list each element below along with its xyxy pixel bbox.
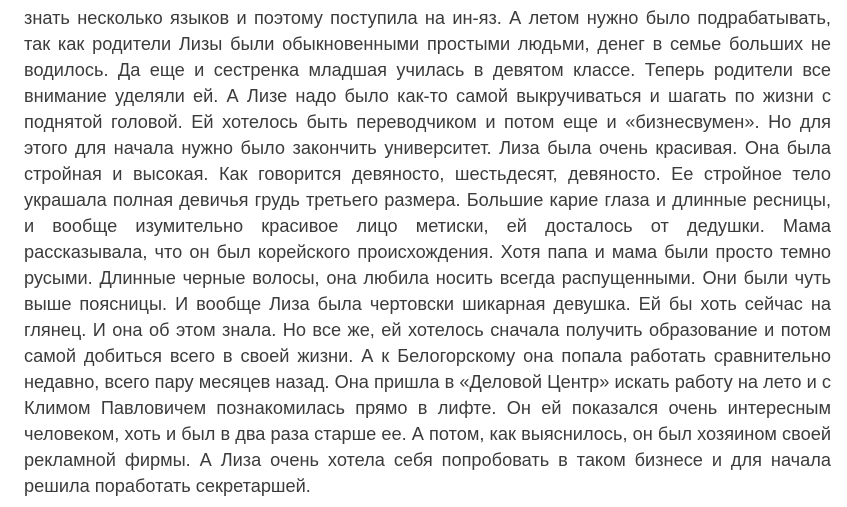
text-line: глянец. И она об этом знала. Но все же, ей хотелось сначала получить образование и потом	[24, 320, 831, 340]
text-line: человеком, хоть и был в два раза старше ее. А потом, как выяснилось, он был хозяином своей	[24, 424, 831, 444]
text-line: этого для начала нужно было закончить университет. Лиза была очень красивая. Она была	[24, 138, 831, 158]
text-line: недавно, всего пару месяцев назад. Она пришла в «Деловой Центр» искать работу на лето и с	[24, 372, 831, 392]
text-line: стройная и высокая. Как говорится девяносто, шестьдесят, девяносто. Ее стройное тело	[24, 164, 831, 184]
text-line: русыми. Длинные черные волосы, она любила носить всегда распущенными. Они были чуть	[24, 268, 831, 288]
text-line: выше поясницы. И вообще Лиза была чертовски шикарная девушка. Ей бы хоть сейчас на	[24, 294, 831, 314]
text-line: украшала полная девичья грудь третьего размера. Большие карие глаза и длинные ресницы,	[24, 190, 831, 210]
text-line: самой добиться всего в своей жизни. А к Белогорскому она попала работать сравнительно	[24, 346, 831, 366]
document-text	[24, 0, 831, 507]
text-line: так как родители Лизы были обыкновенными простыми людьми, денег в семье больших не	[24, 34, 831, 54]
text-line: и вообще изумительно красивое лицо метиски, ей досталось от дедушки. Мама	[24, 216, 831, 236]
text-line: знать несколько языков и поэтому поступила на ин-яз. А летом нужно было подрабатывать,	[24, 8, 831, 28]
text-line: водилось. Да еще и сестренка младшая училась в девятом классе. Теперь родители все	[24, 60, 831, 80]
text-line: рекламной фирмы. А Лиза очень хотела себя попробовать в таком бизнесе и для начала	[24, 450, 831, 470]
text-line: поднятой головой. Ей хотелось быть переводчиком и потом еще и «бизнесвумен». Но для	[24, 112, 831, 132]
text-line-last: решила поработать секретаршей.	[24, 476, 311, 496]
text-line: Климом Павловичем познакомилась прямо в лифте. Он ей показался очень интересным	[24, 398, 831, 418]
text-line: внимание уделяли ей. А Лизе надо было как-то самой выкручиваться и шагать по жизни с	[24, 86, 831, 106]
text-line: рассказывала, что он был корейского происхождения. Хотя папа и мама были просто темно	[24, 242, 831, 262]
